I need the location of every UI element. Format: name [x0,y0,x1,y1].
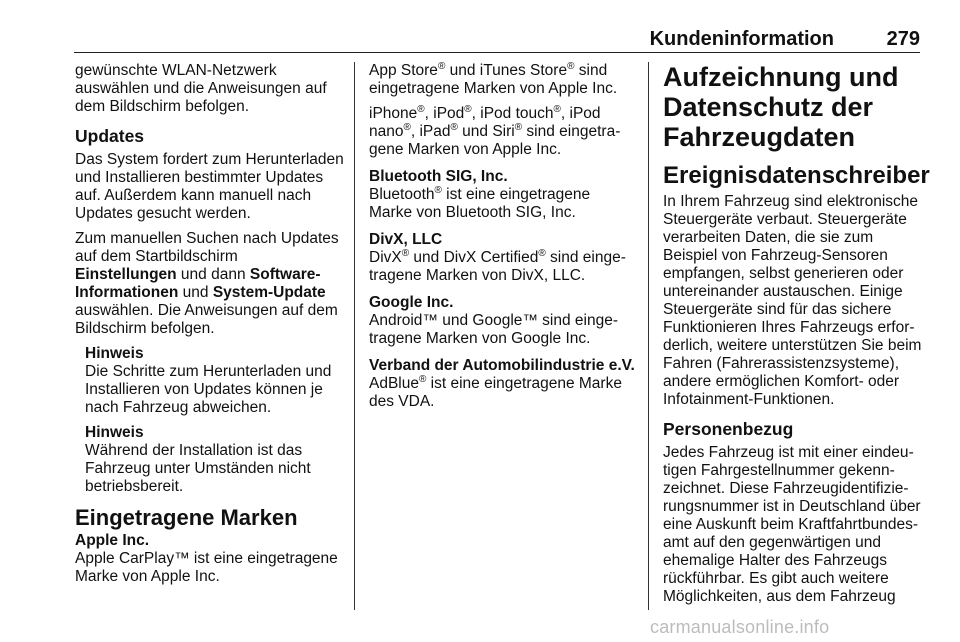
personal-reference-text: Jedes Fahrzeug ist mit einer eindeutigen Fahrgestellnummer gekennzeichnet. Diese Fahrzeugidentifizierungsnummer ist in Deutschland über eine Auskunft beim Kraftfahrtbundesamt auf den gegenwärtigen und ehemalige Halter des Fahrzeugs rückführbar. Es gibt auch weitere Möglichkeiten, aus dem Fahrzeug [663,444,921,605]
column-3 [663,62,928,613]
page-number: 279 [886,28,920,50]
google-heading: Google Inc. [369,294,454,311]
updates-paragraph-1: Das System fordert zum Herunterladen und Installieren bestimmter Updates auf. Außerdem kann manuell nach Updates gesucht werden. [75,151,344,222]
updates-paragraph-2: Zum manuellen Suchen nach Updates auf dem Startbildschirm Einstellungen und dann Software-Informationen und System-Update auswählen. Die Anweisungen auf dem Bildschirm befolgen. [75,230,339,337]
note-2-title: Hinweis [85,424,144,441]
column-2 [369,62,637,418]
iphone-paragraph: iPhone®, iPod®, iPod touch®, iPod nano®, iPad® und Siri® sind eingetragene Marken von Apple Inc. [369,103,621,158]
header-title: Kundeninformation [649,28,834,50]
note-2 [75,424,347,496]
divx-heading: DivX, LLC [369,231,443,248]
appstore-paragraph: App Store® und iTunes Store® sind eingetragene Marken von Apple Inc. [369,60,618,97]
apple-text: Apple CarPlay™ ist eine eingetragene Marke von Apple Inc. [75,550,338,585]
page-header [74,26,920,54]
note-2-text: Während der Installation ist das Fahrzeug unter Umständen nicht betriebsbereit. [85,442,311,495]
bluetooth-text: Bluetooth® ist eine eingetragene Marke von Bluetooth SIG, Inc. [369,184,591,221]
divx-text: DivX® und DivX Certified® sind eingetragene Marken von DivX, LLC. [369,247,626,284]
menu-system-update: System-Update [212,284,326,301]
bluetooth-heading: Bluetooth SIG, Inc. [369,168,508,185]
google-text: Android™ und Google™ sind eingetragene Marken von Google Inc. [369,312,619,347]
note-1-title: Hinweis [85,345,144,362]
note-1-text: Die Schritte zum Herunterladen und Installieren von Updates können je nach Fahrzeug abweichen. [85,363,332,416]
note-1 [75,345,347,417]
watermark: carmanualsonline.info [650,617,830,637]
header-divider [74,52,920,53]
menu-software-informationen: Software-Informationen [75,266,321,301]
marks-heading: Eingetragene Marken [75,505,298,530]
vda-heading: Verband der Automobilindustrie e.V. [369,357,635,374]
personal-reference-heading: Personenbezug [663,419,794,439]
intro-paragraph: gewünschte WLAN-Netzwerk auswählen und die Anweisungen auf dem Bildschirm befolgen. [75,62,327,115]
event-recorder-heading: Ereignisdatenschreiber [663,162,930,189]
main-heading: Aufzeichnung und Datenschutz der Fahrzeugdaten [663,62,899,152]
updates-heading: Updates [75,126,145,146]
column-1 [75,62,347,593]
event-recorder-text: In Ihrem Fahrzeug sind elektronische Steuergeräte verbaut. Steuergeräte verarbeiten Daten, die sie zum Beispiel von Fahrzeug-Sensoren empfangen, selbst generieren oder untereinander austauschen. Einige Steuergeräte sind für das sichere Funktionieren Ihres Fahrzeugs erforderlich, weitere unterstützen Sie beim Fahren (Fahrerassistenzsysteme), andere ermöglichen Komfort- oder Infotainment-Funktionen. [663,193,922,408]
apple-heading: Apple Inc. [75,532,150,549]
menu-einstellungen: Einstellungen [75,266,177,283]
column-divider-2 [648,62,649,610]
column-divider-1 [354,62,355,610]
vda-text: AdBlue® ist eine eingetragene Marke des VDA. [369,373,622,410]
